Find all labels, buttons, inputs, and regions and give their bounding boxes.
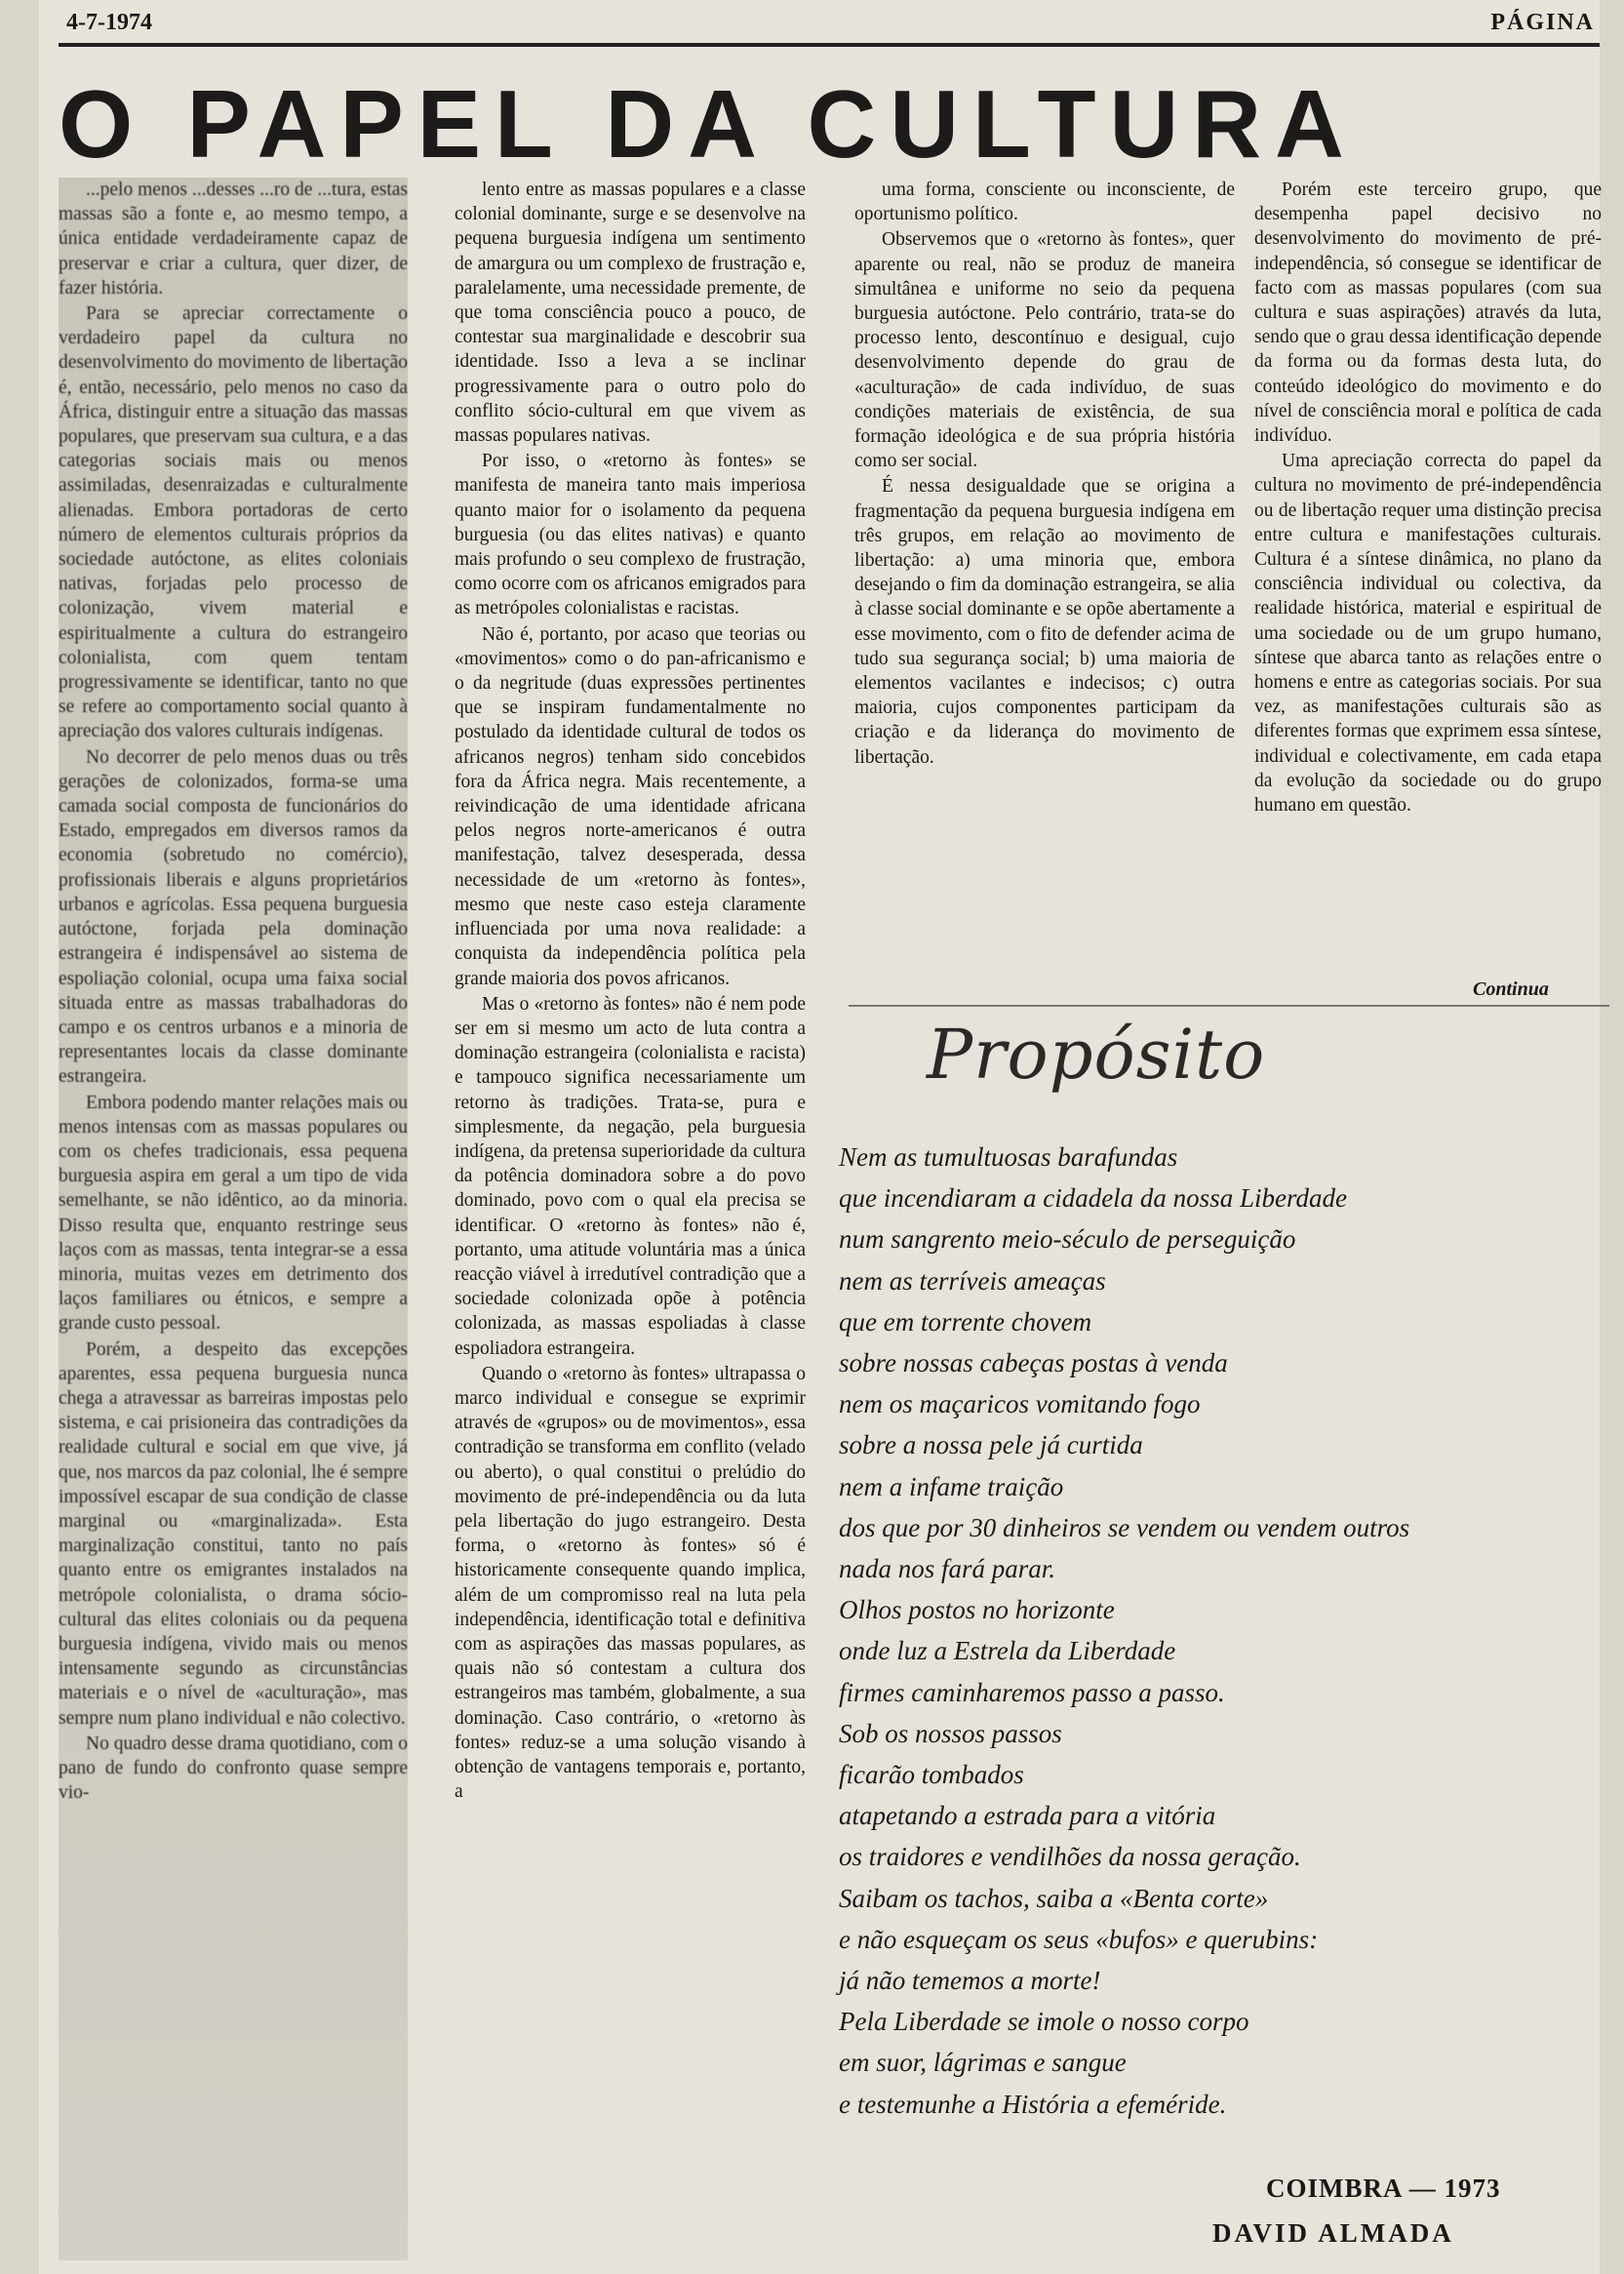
poem-place-date: COIMBRA — 1973 xyxy=(1266,2174,1501,2203)
poem-line: Nem as tumultuosas barafundas xyxy=(839,1142,1178,1172)
poem-line: dos que por 30 dinheiros se vendem ou vendem outros xyxy=(839,1512,1410,1542)
article-column-3 xyxy=(854,178,1235,987)
column-4-paragraph: Uma apreciação correcta do papel da cultura no movimento de pré-independência ou de libertação requer uma distinção precisa entre cultura e manifestações culturais. Cultura é a síntese dinâmica, no plano da consciência individual ou colectiva, da realidade histórica, material e espiritual de uma sociedade ou de um grupo humano, síntese que abarca tanto as relações entre o homens e entre as categorias sociais. Por sua vez, as manifestações culturais são as diferentes formas que exprimem essa síntese, individual e colectivamente, em cada etapa da evolução da sociedade ou do grupo humano em questão. xyxy=(1254,451,1602,817)
poem-line: sobre nossas cabeças postas à venda xyxy=(839,1348,1228,1378)
column-3-paragraph: É nessa desigualdade que se origina a fragmentação da pequena burguesia indígena em três grupos, em relação ao movimento de libertação: a) uma minoria que, embora desejando o fim da dominação estrangeira, se alia à classe social dominante e se opõe abertamente a esse movimento, com o fito de defender acima de tudo sua segurança social; b) uma maioria de elementos vacilantes e indecisos; c) outra maioria, cujos componentes participam da criação e da liderança do movimento de libertação. xyxy=(854,476,1235,768)
poem-line: em suor, lágrimas e sangue xyxy=(839,2048,1127,2078)
poem-line: Olhos postos no horizonte xyxy=(839,1595,1115,1625)
column-3-paragraph: uma forma, consciente ou inconsciente, de oportunismo político. xyxy=(854,180,1235,225)
column-2-paragraph: Não é, portanto, por acaso que teorias ou «movimentos» como o do pan-africanismo e o da negritude (duas expressões pertinentes que se inspiram fundamentalmente no postulado da identidade cultural de todos os africanos negros) tenham sido concebidos fora da África negra. Mais recentemente, a reivindicação de uma identidade africana pelos negros norte-americanos é outra manifestação, talvez desesperada, dessa necessidade de um «retorno às fontes», mesmo que neste caso esteja claramente influenciada por uma nova realidade: a conquista da independência política pela grande maioria dos povos africanos. xyxy=(455,623,806,989)
column-3-paragraph: Observemos que o «retorno às fontes», quer aparente ou real, não se produz de maneira simultânea e uniforme no seio da pequena burguesia autóctone. Pelo contrário, trata-se do processo lento, descontínuo e desigual, cujo desenvolvimento depende do grau de «aculturação» de cada indivíduo, de suas condições materiais de existência, de sua formação ideológica e de sua própria história como ser social. xyxy=(854,229,1235,472)
poem-line: sobre a nossa pele já curtida xyxy=(839,1430,1143,1460)
column-1-paragraph: ...pelo menos ...desses ...ro de ...tura, estas massas são a fonte e, ao mesmo tempo, a única entidade verdadeiramente capaz de preservar e criar a cultura, quer dizer, de fazer história. xyxy=(59,180,408,299)
poem-line: onde luz a Estrela da Liberdade xyxy=(839,1636,1176,1666)
column-2-paragraph: Quando o «retorno às fontes» ultrapassa o marco individual e consegue se exprimir através de «grupos» ou de movimentos», essa contradição se transforma em conflito (velado ou aberto), o qual constitui o prelúdio do movimento de pré-independência ou da luta pela libertação do jugo estrangeiro. Desta forma, o «retorno às fontes» só é historicamente consequente quando implica, além de um compromisso real na luta pela independência, identificação total e definitiva com as aspirações das massas populares, as quais não só contestam a cultura dos estrangeiros mas também, globalmente, a sua dominação. Caso contrário, o «retorno às fontes» reduz-se a uma solução visando à obtenção de vantagens temporais e, portanto, a xyxy=(455,1363,806,1803)
poem-body xyxy=(839,1137,1609,2125)
poem-line: os traidores e vendilhões da nossa geração. xyxy=(839,1842,1301,1872)
column-2-paragraph: Por isso, o «retorno às fontes» se manifesta de maneira tanto mais imperiosa quanto maior for o isolamento da pequena burguesia (ou das elites nativas) e quanto mais profundo o seu complexo de frustração, como ocorre com os africanos emigrados para as metrópoles colonialistas e racistas. xyxy=(455,451,806,619)
column-1-paragraph: No decorrer de pelo menos duas ou três gerações de colonizados, forma-se uma camada social composta de funcionários do Estado, empregados em diversos ramos da economia (sobretudo no comércio), profissionais liberais e alguns proprietários urbanos e agrícolas. Essa pequena burguesia autóctone, forjada pela dominação estrangeira é indispensável ao sistema de espoliação colonial, ocupa uma faixa social situada entre as massas trabalhadoras do campo e os centros urbanos e a minoria de representantes locais da classe dominante estrangeira. xyxy=(59,746,408,1088)
header-rule xyxy=(59,43,1600,47)
column-1-paragraph: No quadro desse drama quotidiano, com o pano de fundo do confronto quase sempre vio- xyxy=(59,1733,408,1804)
poem-line: e não esqueçam os seus «bufos» e querubins: xyxy=(839,1924,1319,1954)
column-1-paragraph: Embora podendo manter relações mais ou menos intensas com as massas populares ou com os chefes tradicionais, essa pequena burguesia aspira em geral a um tipo de vida semelhante, se não idêntico, ao da minoria. Disso resulta que, enquanto restringe seus laços com as massas, tenta integrar-se a essa minoria, muitas vezes em detrimento dos laços familiares ou étnicos, e sempre a grande custo pessoal. xyxy=(59,1092,408,1335)
continued-note: Continua xyxy=(1473,978,1549,1000)
column-2-paragraph: lento entre as massas populares e a classe colonial dominante, surge e se desenvolve na pequena burguesia indígena um sentimento de amargura ou um complexo de frustração e, paralelamente, uma necessidade premente, de que toma consciência pouco a pouco, de contestar sua marginalidade e descobrir sua identidade. Isso a leva a se inclinar progressivamente para o outro polo do conflito sócio-cultural em que vivem as massas populares nativas. xyxy=(455,180,806,447)
poem-line: Pela Liberdade se imole o nosso corpo xyxy=(839,2007,1249,2037)
column-1-paragraph: Para se apreciar correctamente o verdadeiro papel da cultura no desenvolvimento do movimento de libertação é, então, necessário, pelo menos no caso da África, distinguir entre a situação das massas populares, que preservam sua cultura, e a das categorias sociais mais ou menos assimiladas, desenraizadas e culturalmente alienadas. Embora portadoras de certo número de elementos culturais próprios da sociedade autóctone, as elites coloniais nativas, forjadas pelo processo de colonização, vivem material e espiritualmente a cultura do estrangeiro colonialista, com quem tentam progressivamente se identificar, tanto no que se refere ao comportamento social quanto à apreciação dos valores culturais indígenas. xyxy=(59,303,408,742)
article-title: O PAPEL DA CULTURA xyxy=(59,70,1358,178)
poem-line: que incendiaram a cidadela da nossa Liberdade xyxy=(839,1183,1347,1214)
poem-line: nem os maçaricos vomitando fogo xyxy=(839,1389,1201,1419)
poem-line: que em torrente chovem xyxy=(839,1306,1092,1336)
column-2-paragraph: Mas o «retorno às fontes» não é nem pode ser em si mesmo um acto de luta contra a dominação estrangeira (colonialista e racista) e tampouco significa necessariamente um retorno às tradições. Trata-se, pura e simplesmente, da negação, pela burguesia indígena, da pretensa superioridade da cultura da potência dominadora sobre a do povo dominado, povo com o qual ela precisa se identificar. O «retorno às fontes» não é, portanto, uma atitude voluntária mas a única reacção viável à irredutível contradição que a sociedade colonizada opõe à potência colonizada, as massas espoliadas à classe espoliadora estrangeira. xyxy=(455,993,806,1359)
poem-line: já não tememos a morte! xyxy=(839,1966,1101,1996)
poem-line: atapetando a estrada para a vitória xyxy=(839,1801,1216,1831)
poem-line: num sangrento meio-século de perseguição xyxy=(839,1224,1296,1255)
issue-date: 4-7-1974 xyxy=(66,10,152,35)
article-column-4 xyxy=(1254,178,1602,987)
article-column-1 xyxy=(59,178,408,2260)
section-divider xyxy=(849,1005,1609,1007)
poem-author: DAVID ALMADA xyxy=(1212,2218,1454,2248)
poem-line: nada nos fará parar. xyxy=(839,1554,1056,1584)
poem-line: e testemunhe a História a efeméride. xyxy=(839,2089,1227,2119)
page-header xyxy=(66,10,1595,37)
poem-line: firmes caminharemos passo a passo. xyxy=(839,1677,1225,1707)
page-label: PÁGINA xyxy=(1490,10,1595,35)
poem-line: Sob os nossos passos xyxy=(839,1718,1062,1748)
poem-line: ficarão tombados xyxy=(839,1760,1024,1790)
column-1-paragraph: Porém, a despeito das excepções aparentes, essa pequena burguesia nunca chega a atravessar as barreiras impostas pelo sistema, e cai prisioneira das contradições da realidade cultural e social em que vive, já que, nos marcos da paz colonial, lhe é sempre impossível escapar de sua condição de classe marginal ou «marginalizada». Esta marginalização constitui, tanto no país quanto entre os emigrantes instalados na metrópole colonialista, o drama sócio-cultural das elites coloniais ou da pequena burguesia indígena, vivido mais ou menos intensamente segundo as circunstâncias materiais e o nível de «aculturação», mas sempre num plano individual e não colectivo. xyxy=(59,1338,408,1729)
poem-title: Propósito xyxy=(927,1015,1266,1095)
column-4-paragraph: Porém este terceiro grupo, que desempenha papel decisivo no desenvolvimento do movimento de pré-independência, só consegue se identificar de facto com as massas populares (com sua cultura e suas aspirações) através da luta, sendo que o grau dessa identificação depende da forma ou da formas desta luta, do conteúdo ideológico do movimento e do nível de consciência moral e política de cada indivíduo. xyxy=(1254,180,1602,447)
poem-line: nem as terríveis ameaças xyxy=(839,1265,1106,1296)
article-column-2 xyxy=(455,178,806,2260)
poem-line: nem a infame traição xyxy=(839,1471,1064,1501)
poem-line: Saibam os tachos, saiba a «Benta corte» xyxy=(839,1883,1269,1913)
